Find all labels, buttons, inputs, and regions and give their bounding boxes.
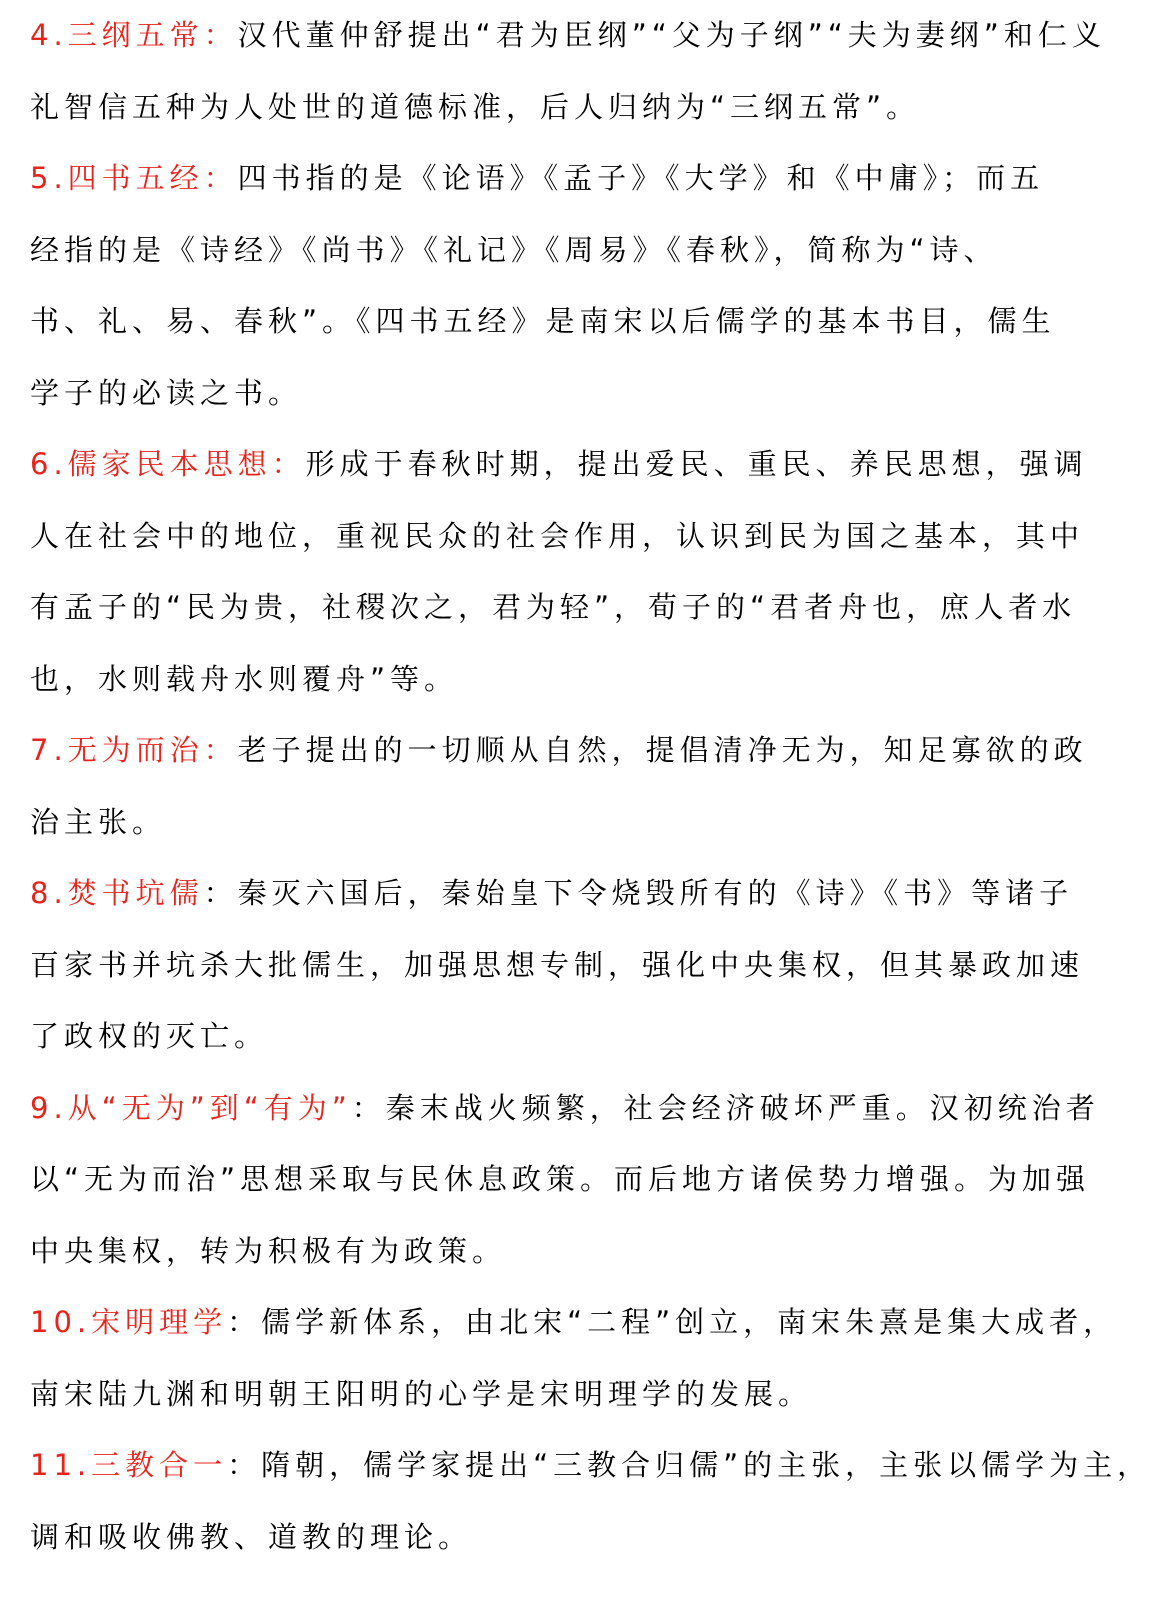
entry-wu-wei-to-you-wei [30, 1073, 1100, 1288]
entry-term: 10.宋明理学 [30, 1305, 228, 1339]
entry-term: 7.无为而治： [30, 733, 238, 767]
entry-line [30, 1359, 1044, 1431]
entry-line [30, 1430, 1151, 1502]
entry-term: 9.从“无为”到“有为” [30, 1090, 352, 1125]
entry-fen-shu-keng-ru [30, 858, 1085, 1073]
entry-line [30, 1073, 1100, 1145]
entry-line [30, 1001, 1044, 1073]
entry-term: 6.儒家民本思想： [30, 447, 306, 481]
entry-line [30, 429, 1088, 501]
entry-line [30, 501, 1085, 573]
entry-text: 学子的必读之书。 [30, 375, 303, 410]
entry-text: ：秦灭六国后，秦始皇下令烧毁所有的《诗》《书》等诸子 [203, 876, 1074, 910]
entry-line [30, 930, 1085, 1002]
entry-text: 有孟子的“民为贵，社稷次之，君为轻”，荀子的“君者舟也，庶人者水 [30, 590, 1077, 624]
entry-line [30, 143, 1044, 215]
entry-line [30, 1287, 1118, 1359]
entry-text: ：儒学新体系，由北宋“二程”创立，南宋朱熹是集大成者， [227, 1305, 1118, 1339]
entry-line [30, 0, 1106, 72]
entry-line [30, 572, 1077, 644]
entry-si-shu-wu-jing [30, 143, 1056, 429]
entry-line [30, 72, 1044, 144]
entry-text: ：隋朝，儒学家提出“三教合归儒”的主张，主张以儒学为主， [227, 1448, 1151, 1482]
entry-line [30, 358, 1044, 430]
entry-text: 中央集权，转为积极有为政策。 [30, 1233, 507, 1268]
entry-ru-jia-min-ben [30, 429, 1088, 715]
entry-wu-wei-er-zhi [30, 715, 1088, 858]
entry-text: 人在社会中的地位，重视民众的社会作用，认识到民为国之基本，其中 [30, 518, 1085, 553]
entry-line [30, 644, 1044, 716]
entry-text: 四书指的是《论语》《孟子》《大学》和《中庸》；而五 [237, 161, 1045, 195]
entry-text: 形成于春秋时期，提出爱民、重民、养民思想，强调 [305, 447, 1088, 481]
entry-text: 南宋陆九渊和明朝王阳明的心学是宋明理学的发展。 [30, 1376, 813, 1411]
entry-san-jiao-he-yi [30, 1430, 1151, 1573]
entry-text: 了政权的灭亡。 [30, 1019, 269, 1053]
entry-text: 汉代董仲舒提出“君为臣纲”“父为子纲”“夫为妻纲”和仁义 [237, 18, 1106, 52]
entry-text: ：秦末战火频繁，社会经济破坏严重。汉初统治者 [351, 1090, 1100, 1125]
entry-line [30, 1144, 1091, 1216]
entry-line [30, 1216, 1044, 1288]
entry-line [30, 787, 1044, 859]
entry-text: 礼智信五种为人处世的道德标准，后人归纳为“三纲五常”。 [30, 89, 921, 124]
entry-text: 老子提出的一切顺从自然，提倡清净无为，知足寡欲的政 [237, 733, 1088, 767]
entry-text: 治主张。 [30, 804, 167, 839]
entry-line [30, 858, 1074, 930]
entry-line [30, 1502, 1044, 1574]
entry-term: 5.四书五经： [30, 161, 238, 195]
entry-line [30, 715, 1088, 787]
entry-term: 4.三纲五常： [30, 18, 238, 52]
entry-text: 百家书并坑杀大批儒生，加强思想专制，强化中央集权，但其暴政加速 [30, 947, 1085, 982]
entry-song-ming-li-xue [30, 1287, 1118, 1430]
entry-text: 书、礼、易、春秋”。《四书五经》是南宋以后儒学的基本书目，儒生 [30, 304, 1056, 338]
entry-text: 调和吸收佛教、道教的理论。 [30, 1519, 473, 1554]
entry-text: 也，水则载舟水则覆舟”等。 [30, 661, 459, 696]
entry-line [30, 286, 1056, 358]
entry-line [30, 215, 1044, 287]
entry-text: 经指的是《诗经》《尚书》《礼记》《周易》《春秋》，简称为“诗、 [30, 232, 998, 267]
entry-term: 8.焚书坑儒 [30, 876, 204, 910]
entry-san-gang-wu-chang [30, 0, 1106, 143]
entry-term: 11.三教合一 [30, 1448, 228, 1482]
entry-text: 以“无为而治”思想采取与民休息政策。而后地方诸侯势力增强。为加强 [30, 1162, 1091, 1196]
